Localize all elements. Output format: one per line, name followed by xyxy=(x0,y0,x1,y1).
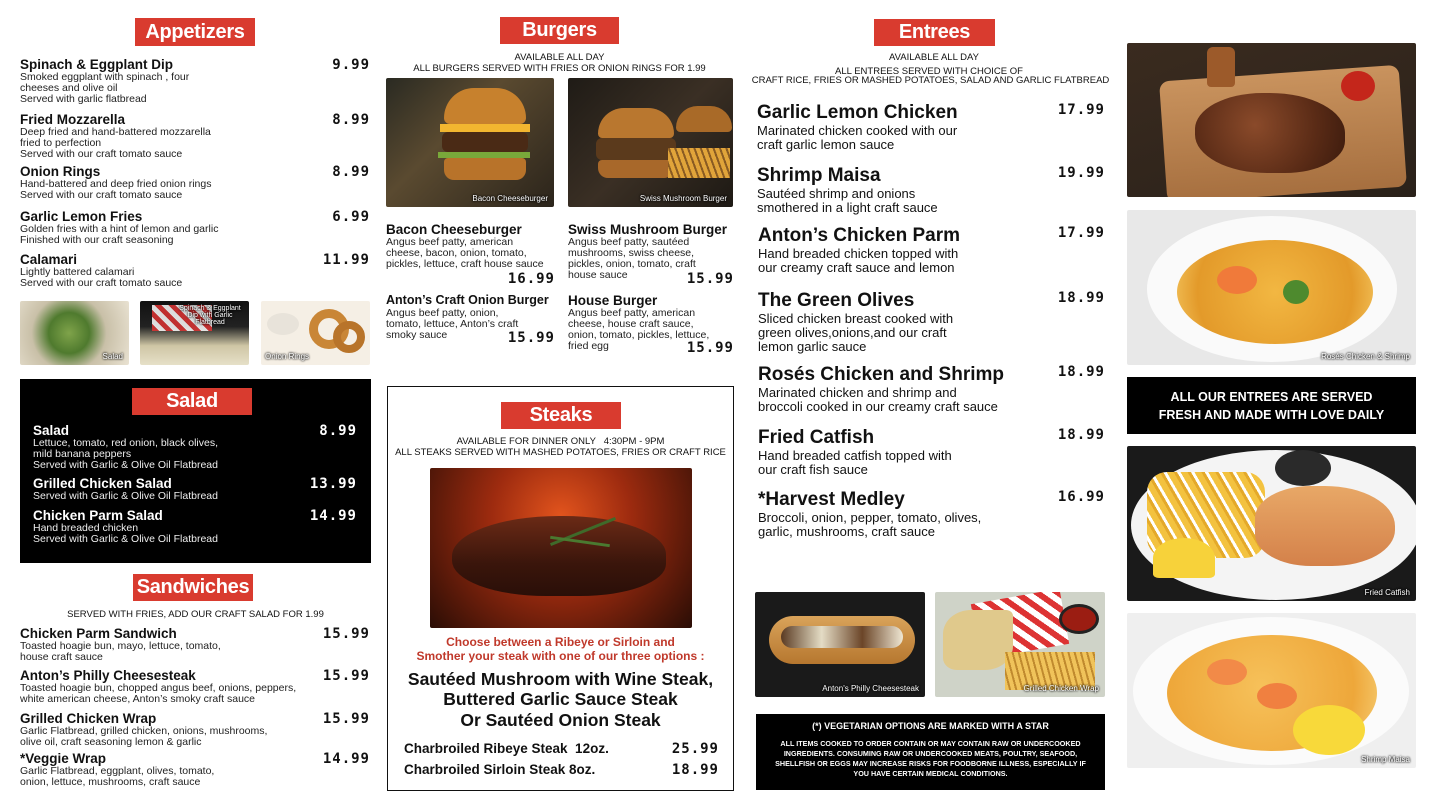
menu-item xyxy=(404,762,719,777)
menu-item xyxy=(758,290,1105,354)
menu-item xyxy=(20,112,370,160)
burger-patty xyxy=(596,138,676,160)
item-name: Swiss Mushroom Burger xyxy=(568,222,728,237)
item-description: Broccoli, onion, pepper, tomato, olives, garlic, mushrooms, craft sauce xyxy=(758,510,982,539)
item-description: Sautéed shrimp and onions smothered in a light craft sauce xyxy=(757,186,938,215)
item-name: Charbroiled Ribeye Steak 12oz. xyxy=(404,741,609,756)
menu-item xyxy=(404,741,719,756)
onion-ring-shape xyxy=(333,321,365,353)
item-name: Chicken Parm Sandwich xyxy=(20,626,177,641)
item-description: Sliced chicken breast cooked with green olives,onions,and our craft lemon garlic sauce xyxy=(758,311,954,354)
menu-item xyxy=(33,508,357,545)
menu-item xyxy=(758,225,1105,275)
appetizers-title: Appetizers xyxy=(145,20,245,43)
photo-caption: Onion Rings xyxy=(265,352,310,361)
burger-bun-bottom xyxy=(444,158,526,180)
menu-item xyxy=(20,57,370,105)
item-description: Deep fried and hand-battered mozzarella fried to perfection Served with our craft tomato sauce xyxy=(20,126,211,160)
steak-option-1: Sautéed Mushroom with Wine Steak, xyxy=(407,669,714,689)
steak-option-2: Buttered Garlic Sauce Steak xyxy=(443,689,678,709)
menu-item xyxy=(20,751,370,788)
sauce-cup xyxy=(1275,450,1331,486)
item-price: 8.99 xyxy=(319,423,357,439)
item-description: Hand breaded chicken topped with our creamy craft sauce and lemon xyxy=(758,246,959,275)
photo-caption: Salad xyxy=(102,352,123,361)
item-price: 8.99 xyxy=(332,112,370,128)
philly-cheesesteak-photo xyxy=(755,592,925,697)
item-price: 15.99 xyxy=(686,340,734,356)
item-description: Served with Garlic & Olive Oil Flatbread xyxy=(33,490,218,502)
bacon-cheeseburger-photo xyxy=(386,78,554,207)
menu-item xyxy=(33,476,357,502)
item-name: The Green Olives xyxy=(758,290,915,311)
item-description: Toasted hoagie bun, chopped angus beef, onions, peppers, white american cheese, Anton’s smoky craft sauce xyxy=(20,682,297,705)
photo-caption: Swiss Mushroom Burger xyxy=(639,194,727,203)
menu-item xyxy=(568,222,734,287)
item-description: Lightly battered calamari Served with our craft tomato sauce xyxy=(20,266,183,289)
item-name: Bacon Cheeseburger xyxy=(386,222,522,237)
vegetarian-note: (*) VEGETARIAN OPTIONS ARE MARKED WITH A STAR xyxy=(812,721,1049,731)
menu-item xyxy=(20,711,370,748)
item-price: 15.99 xyxy=(322,668,370,684)
entrees-title: Entrees xyxy=(898,21,971,43)
promo-box xyxy=(1127,377,1416,434)
photo-caption: Fried Catfish xyxy=(1364,588,1410,597)
steaks-note-2: ALL STEAKS SERVED WITH MASHED POTATOES, FRIES OR CRAFT RICE xyxy=(395,447,726,458)
item-name: Fried Catfish xyxy=(758,427,875,448)
item-description: Toasted hoagie bun, mayo, lettuce, tomato, house craft sauce xyxy=(20,640,221,663)
item-price: 14.99 xyxy=(309,508,357,524)
disclaimer-box xyxy=(756,714,1105,790)
sauce-cup xyxy=(1059,604,1099,634)
item-price: 17.99 xyxy=(1057,225,1105,241)
roses-chicken-shrimp-photo xyxy=(1127,210,1416,365)
steak-shape xyxy=(452,516,666,596)
onion-rings-photo xyxy=(261,301,370,365)
food-safety-disclaimer: ALL ITEMS COOKED TO ORDER CONTAIN OR MAY CONTAIN RAW OR UNDERCOOKED INGREDIENTS. CONSUMING RAW OR UNDERCOOKED MEATS, POULTRY, SEAFOOD, SHELLFISH OR EGGS MAY INCREASE RISKS FOR FOODBORNE ILLNESS, ESPECIALLY IF YOU HAVE CERTAIN MEDICAL CONDITIONS. xyxy=(775,739,1086,778)
catfish-fillet xyxy=(1255,486,1395,566)
sauce-pool xyxy=(1177,240,1373,344)
item-price: 13.99 xyxy=(309,476,357,492)
menu-item xyxy=(20,209,370,246)
item-description: Marinated chicken cooked with our craft garlic lemon sauce xyxy=(757,123,958,152)
burger-bun-top xyxy=(444,88,526,124)
item-price: 14.99 xyxy=(322,751,370,767)
item-price: 18.99 xyxy=(671,762,719,778)
menu-item xyxy=(386,293,555,346)
fried-catfish-photo xyxy=(1127,446,1416,601)
item-price: 18.99 xyxy=(1057,427,1105,443)
item-price: 15.99 xyxy=(322,626,370,642)
steaks-note-1: AVAILABLE FOR DINNER ONLY 4:30PM - 9PM xyxy=(456,436,665,447)
salt-shaker xyxy=(1207,47,1235,87)
broccoli xyxy=(1283,280,1309,304)
photo-caption: Spinach & Eggplant Dip with Garlic Flatbread xyxy=(179,305,241,326)
photo-caption: Anton's Philly Cheesesteak xyxy=(822,684,919,693)
salad-photo xyxy=(20,301,129,365)
item-name: Anton’s Philly Cheesesteak xyxy=(20,668,196,683)
item-name: Charbroiled Sirloin Steak 8oz. xyxy=(404,762,596,777)
promo-line-2: FRESH AND MADE WITH LOVE DAILY xyxy=(1158,408,1385,422)
menu-item xyxy=(20,252,370,289)
shrimp xyxy=(1217,266,1257,294)
burger-bun-top xyxy=(598,108,674,138)
item-name: Rosés Chicken and Shrimp xyxy=(758,364,1005,385)
beef-filling xyxy=(781,626,903,648)
menu-item xyxy=(20,164,370,201)
item-description: Garlic Flatbread, grilled chicken, onions, mushrooms, olive oil, craft seasoning lemon & garlic xyxy=(20,725,268,748)
menu-item xyxy=(386,222,555,287)
item-description: Golden fries with a hint of lemon and garlic Finished with our craft seasoning xyxy=(20,223,219,246)
item-description: Hand breaded chicken Served with Garlic & Olive Oil Flatbread xyxy=(33,522,218,545)
item-price: 16.99 xyxy=(1057,489,1105,505)
burger-bun-bottom xyxy=(598,160,674,178)
item-price: 17.99 xyxy=(1057,102,1105,118)
menu-item xyxy=(568,293,734,356)
item-description: Garlic Flatbread, eggplant, olives, tomato, onion, lettuce, mushrooms, craft sauce xyxy=(20,765,215,788)
lemon-wedge xyxy=(1293,705,1365,755)
sandwiches-banner xyxy=(133,574,253,601)
steaks-title: Steaks xyxy=(529,404,593,426)
entrees-note-3: CRAFT RICE, FRIES OR MASHED POTATOES, SALAD AND GARLIC FLATBREAD xyxy=(751,75,1110,86)
item-price: 15.99 xyxy=(507,330,555,346)
menu-item xyxy=(758,364,1105,414)
entrees-note-2: ALL ENTREES SERVED WITH CHOICE OF xyxy=(835,66,1023,77)
item-name: *Veggie Wrap xyxy=(20,751,107,766)
salad-banner xyxy=(132,388,252,415)
menu-item xyxy=(758,427,1105,477)
item-price: 25.99 xyxy=(671,741,719,757)
item-price: 8.99 xyxy=(332,164,370,180)
salad-title: Salad xyxy=(166,390,218,412)
item-price: 18.99 xyxy=(1057,364,1105,380)
burger-bun-top xyxy=(676,106,732,132)
item-price: 15.99 xyxy=(686,271,734,287)
burgers-note-2: ALL BURGERS SERVED WITH FRIES OR ONION RINGS FOR 1.99 xyxy=(413,63,706,74)
item-description: Angus beef patty, sautéed mushrooms, swiss cheese, pickles, onion, tomato, craft house sauce xyxy=(568,236,696,281)
item-description: Hand breaded catfish topped with our craft fish sauce xyxy=(758,448,952,477)
item-price: 15.99 xyxy=(322,711,370,727)
menu-item xyxy=(758,489,1105,539)
burgers-banner xyxy=(500,17,619,44)
item-name: Onion Rings xyxy=(20,164,101,179)
salad-section xyxy=(20,379,371,563)
item-price: 11.99 xyxy=(322,252,370,268)
item-price: 18.99 xyxy=(1057,290,1105,306)
item-name: Salad xyxy=(33,423,70,438)
item-description: Smoked eggplant with spinach , four cheeses and olive oil Served with garlic flatbread xyxy=(20,71,190,105)
item-name: Anton’s Chicken Parm xyxy=(758,225,961,246)
item-name: Spinach & Eggplant Dip xyxy=(20,57,174,72)
menu-item xyxy=(757,165,1105,215)
steaks-choose-2: Smother your steak with one of our three options : xyxy=(416,649,705,663)
entrees-banner xyxy=(874,19,995,46)
burger-cheese xyxy=(440,124,530,132)
shrimp-maisa-photo xyxy=(1127,613,1416,768)
shrimp xyxy=(1257,683,1297,709)
burgers-note-1: AVAILABLE ALL DAY xyxy=(514,52,605,63)
item-description: Lettuce, tomato, red onion, black olives, mild banana peppers Served with Garlic & Olive Oil Flatbread xyxy=(33,437,219,471)
photo-caption: Shrimp Maisa xyxy=(1361,755,1410,764)
steak-board-photo xyxy=(1127,43,1416,197)
item-description: Angus beef patty, onion, tomato, lettuce, Anton’s craft smoky sauce xyxy=(386,307,519,341)
sandwiches-note: SERVED WITH FRIES, ADD OUR CRAFT SALAD FOR 1.99 xyxy=(67,609,324,620)
menu-item xyxy=(33,423,357,471)
item-name: Shrimp Maisa xyxy=(757,165,881,186)
item-name: Grilled Chicken Wrap xyxy=(20,711,157,726)
item-description: Angus beef patty, american cheese, house craft sauce, onion, tomato, pickles, lettuce, fried egg xyxy=(568,307,710,352)
steak-shape xyxy=(1195,93,1345,173)
steaks-banner xyxy=(501,402,621,429)
lemon-wedge xyxy=(1153,538,1215,578)
item-name: *Harvest Medley xyxy=(758,489,905,510)
item-name: Grilled Chicken Salad xyxy=(33,476,172,491)
entrees-note-1: AVAILABLE ALL DAY xyxy=(889,52,979,63)
burgers-title: Burgers xyxy=(522,19,597,41)
steaks-choose-1: Choose between a Ribeye or Sirloin and xyxy=(446,635,675,649)
item-name: House Burger xyxy=(568,293,658,308)
menu-item xyxy=(20,626,370,663)
wrap-shape xyxy=(943,610,1013,670)
promo-line-1: ALL OUR ENTREES ARE SERVED xyxy=(1170,390,1373,404)
menu-item xyxy=(757,102,1105,152)
item-name: Anton’s Craft Onion Burger xyxy=(386,293,549,307)
sauce-cup xyxy=(267,313,299,335)
item-price: 9.99 xyxy=(332,57,370,73)
steak-photo xyxy=(430,468,692,628)
item-name: Chicken Parm Salad xyxy=(33,508,163,523)
dip-photo xyxy=(140,301,249,365)
tomato xyxy=(1341,71,1375,101)
steaks-section xyxy=(387,386,734,791)
shrimp xyxy=(1207,659,1247,685)
item-name: Garlic Lemon Chicken xyxy=(757,102,958,123)
fries xyxy=(668,148,730,178)
swiss-mushroom-burger-photo xyxy=(568,78,733,207)
item-name: Garlic Lemon Fries xyxy=(20,209,143,224)
steak-option-3: Or Sautéed Onion Steak xyxy=(460,710,661,730)
menu-item xyxy=(20,668,370,705)
appetizers-banner xyxy=(135,18,255,46)
grilled-chicken-wrap-photo xyxy=(935,592,1105,697)
item-price: 6.99 xyxy=(332,209,370,225)
item-price: 16.99 xyxy=(507,271,555,287)
item-description: Hand-battered and deep fried onion rings Served with our craft tomato sauce xyxy=(20,178,212,201)
photo-caption: Grilled Chicken Wrap xyxy=(1023,684,1099,693)
photo-caption: Bacon Cheeseburger xyxy=(472,194,548,203)
item-name: Fried Mozzarella xyxy=(20,112,126,127)
item-price: 19.99 xyxy=(1057,165,1105,181)
item-description: Angus beef patty, american cheese, bacon, onion, tomato, pickles, lettuce, craft house sauce xyxy=(386,236,544,270)
item-name: Calamari xyxy=(20,252,78,267)
photo-caption: Rosés Chicken & Shrimp xyxy=(1321,352,1410,361)
burger-patty xyxy=(442,132,528,152)
item-description: Marinated chicken and shrimp and broccoli cooked in our creamy craft sauce xyxy=(758,385,998,414)
sandwiches-title: Sandwiches xyxy=(136,576,250,598)
